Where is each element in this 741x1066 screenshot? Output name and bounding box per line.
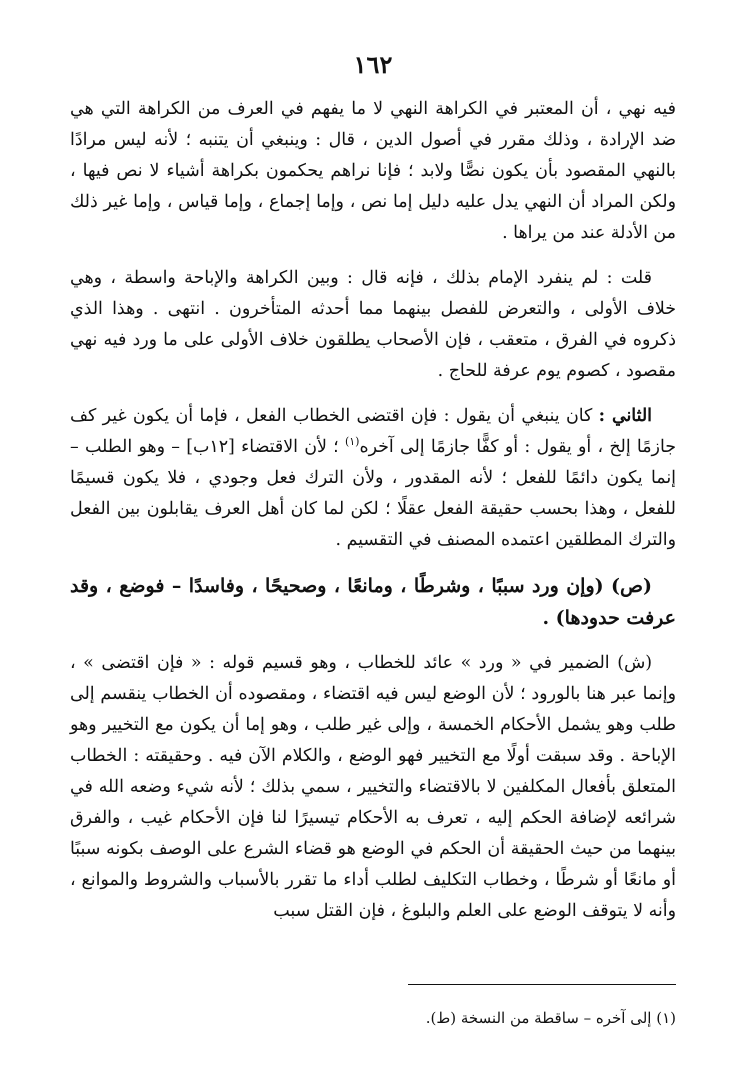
page-number: ١٦٢ bbox=[353, 50, 393, 79]
paragraph-5: (ش) الضمير في « ورد » عائد للخطاب ، وهو قسيم قوله : « فإن اقتضى » ، وإنما عبر هنا بالورود ؛ لأن الوضع ليس فيه اقتضاء ، ومقصوده أن الخطاب ينقسم إلى طلب وهو يشمل الأحكام الخمسة ، وإلى غير طلب ، وهو إما أن يكون مع التخيير وهو الإباحة . وقد سبقت أولًا مع التخيير فهو الوضع ، والكلام الآن فيه . وحقيقته : الخطاب المتعلق بأفعال المكلفين لا بالاقتضاء والتخيير ، سمي بذلك ؛ لأنه شيء وضعه الله في شرائعه لإضافة الحكم إليه ، تعرف به الأحكام تيسيرًا لنا فإن الأحكام غيب ، والفرق بينهما من حيث الحقيقة أن الحكم في الوضع هو قضاء الشرع على الوصف بكونه سببًا أو مانعًا أو شرطًا ، وخطاب التكليف لطلب أداء ما تقرر بالأسباب والشروط والموانع ، وأنه لا يتوقف الوضع على العلم والبلوغ ، فإن القتل سبب bbox=[70, 653, 676, 921]
paragraph-3-text-a: كان ينبغي أن يقول : فإن اقتضى الخطاب الفعل ، فإما أن يكون غير كف جازمًا إلخ ، أو يقول : أو كفًّا جازمًا إلى آخره bbox=[70, 406, 676, 457]
paragraph-3-lead: الثاني : bbox=[598, 406, 652, 426]
paragraph-3-text-b: ؛ لأن الاقتضاء [١٢ب] – وهو الطلب – إنما يكون دائمًا للفعل ؛ لأنه المقدور ، ولأن الترك فعل وجودي ، فلا يكون قسيمًا للفعل ، وهذا بحسب حقيقة الفعل عقلًا ؛ لكن لما كان أهل العرف يقابلون بين الفعل والترك المطلقين اعتمده المصنف في التقسيم . bbox=[70, 437, 676, 550]
matn-paragraph: (ص) (وإن ورد سببًا ، وشرطًا ، ومانعًا ، وصحيحًا ، وفاسدًا – فوضع ، وقد عرفت حدودها) . bbox=[70, 575, 676, 629]
footnote: (١) إلى آخره – ساقطة من النسخة (ط). bbox=[425, 1009, 676, 1027]
paragraph-2: قلت : لم ينفرد الإمام بذلك ، فإنه قال : وبين الكراهة والإباحة واسطة ، وهي خلاف الأولى ، والتعرض للفصل بينهما مما أحدثه المتأخرون . انتهى . وهذا الذي ذكروه في الفرق ، متعقب ، فإن الأصحاب يطلقون خلاف الأولى على ما ورد فيه نهي مقصود ، كصوم يوم عرفة للحاج . bbox=[70, 268, 676, 381]
footnote-divider bbox=[408, 984, 676, 985]
footnote-marker: (١) bbox=[344, 435, 360, 449]
paragraph-1: فيه نهي ، أن المعتبر في الكراهة النهي لا ما يفهم في العرف من الكراهة التي هي ضد الإرادة ، وذلك مقرر في أصول الدين ، قال : وينبغي أن يتنبه ؛ لأنه ليس مرادًا بالنهي المقصود بأن يكون نصًّا ولابد ؛ فإنا نراهم يحكمون بكراهة أشياء لا نص فيها ، ولكن المراد أن النهي يدل عليه دليل إما نص ، وإما إجماع ، وإما قياس ، وإما غير ذلك من الأدلة عند من يراها . bbox=[70, 99, 676, 243]
document-page bbox=[70, 40, 676, 1040]
paragraph-3 bbox=[70, 401, 676, 556]
